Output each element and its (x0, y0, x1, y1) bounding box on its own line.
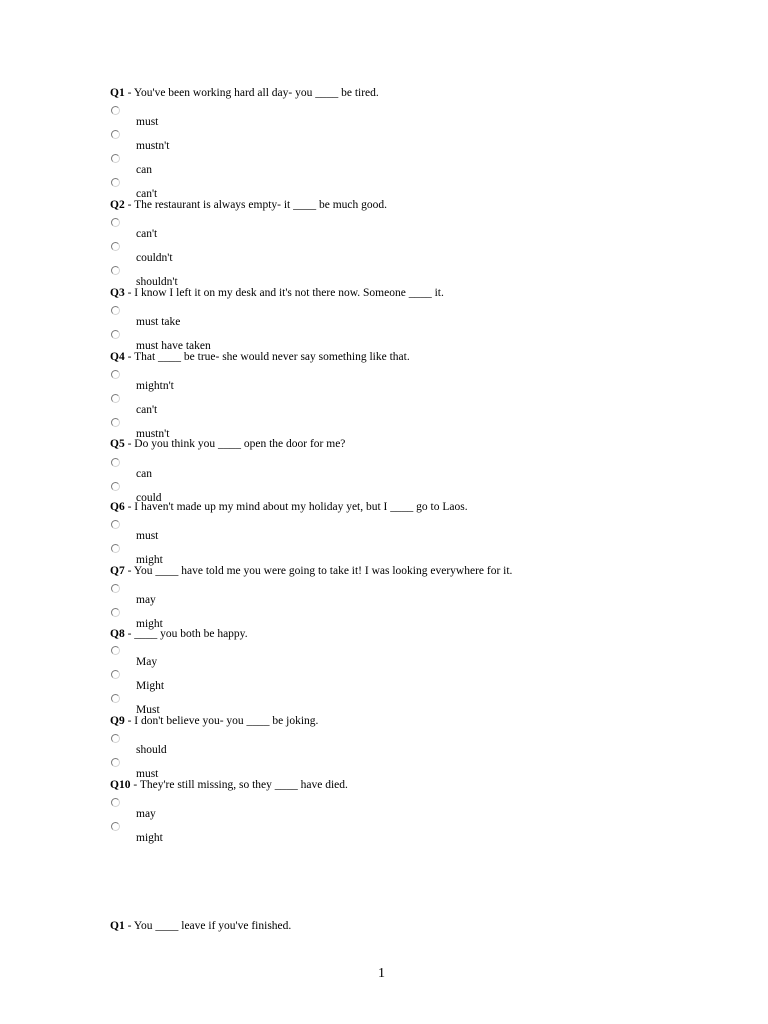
radio-button[interactable] (111, 758, 120, 767)
question-number: Q8 (110, 628, 125, 640)
answer-option-label: might (136, 554, 163, 566)
answer-option-label: might (136, 618, 163, 630)
answer-option-label: must (136, 530, 159, 542)
question-number: Q7 (110, 565, 125, 577)
question-number: Q5 (110, 438, 125, 450)
question-number: Q2 (110, 199, 125, 211)
radio-button[interactable] (111, 694, 120, 703)
question-text (110, 565, 512, 578)
answer-option[interactable] (111, 130, 411, 154)
question-number: Q9 (110, 715, 125, 727)
answer-option-label: can't (136, 404, 158, 416)
question-text (110, 628, 248, 641)
question-number: Q3 (110, 287, 125, 299)
question-text (110, 920, 291, 933)
radio-button[interactable] (111, 608, 120, 617)
answer-option-label: Might (136, 680, 165, 692)
radio-button[interactable] (111, 734, 120, 743)
answer-option[interactable] (111, 106, 411, 130)
answer-option-label: Must (136, 704, 160, 716)
radio-button[interactable] (111, 218, 120, 227)
question-number: Q1 (110, 87, 125, 99)
question-text (110, 351, 410, 364)
radio-button[interactable] (111, 520, 120, 529)
answer-option[interactable] (111, 646, 411, 670)
answer-option[interactable] (111, 306, 411, 330)
question-prompt: - Do you think you ____ open the door for me? (124, 438, 346, 450)
question-prompt: - You ____ have told me you were going to take it! I was looking everywhere for it. (124, 565, 513, 577)
answer-option-label: can't (136, 228, 158, 240)
question-text (110, 715, 318, 728)
question-prompt: - ____ you both be happy. (124, 628, 248, 640)
question-prompt: - The restaurant is always empty- it ____ be much good. (124, 199, 388, 211)
answer-option-label: mightn't (136, 380, 174, 392)
radio-button[interactable] (111, 154, 120, 163)
answer-option-label: could (136, 492, 162, 504)
answer-option-label: can't (136, 188, 158, 200)
radio-button[interactable] (111, 370, 120, 379)
radio-button[interactable] (111, 306, 120, 315)
radio-button[interactable] (111, 822, 120, 831)
radio-button[interactable] (111, 330, 120, 339)
question-text (110, 287, 444, 300)
question-number: Q6 (110, 501, 125, 513)
answer-option-label: must (136, 116, 159, 128)
answer-option-label: couldn't (136, 252, 173, 264)
answer-option[interactable] (111, 394, 411, 418)
answer-option[interactable] (111, 370, 411, 394)
answer-option-label: can (136, 164, 152, 176)
page-number: 1 (378, 966, 385, 981)
radio-button[interactable] (111, 646, 120, 655)
radio-button[interactable] (111, 130, 120, 139)
radio-button[interactable] (111, 242, 120, 251)
answer-option-label: mustn't (136, 140, 170, 152)
answer-option[interactable] (111, 458, 411, 482)
answer-option[interactable] (111, 154, 411, 178)
answer-option-label: May (136, 656, 158, 668)
question-prompt: - That ____ be true- she would never say something like that. (124, 351, 410, 363)
answer-option[interactable] (111, 242, 411, 266)
question-prompt: - They're still missing, so they ____ have died. (130, 779, 348, 791)
radio-button[interactable] (111, 266, 120, 275)
radio-button[interactable] (111, 106, 120, 115)
answer-option-label: shouldn't (136, 276, 178, 288)
radio-button[interactable] (111, 394, 120, 403)
answer-option[interactable] (111, 584, 411, 608)
answer-option-label: may (136, 808, 156, 820)
answer-option[interactable] (111, 670, 411, 694)
answer-option-label: may (136, 594, 156, 606)
radio-button[interactable] (111, 178, 120, 187)
answer-option[interactable] (111, 798, 411, 822)
radio-button[interactable] (111, 544, 120, 553)
question-text (110, 501, 468, 514)
question-text (110, 438, 345, 451)
answer-option[interactable] (111, 734, 411, 758)
question-prompt: - You've been working hard all day- you ____ be tired. (124, 87, 379, 99)
question-number: Q4 (110, 351, 125, 363)
answer-option-label: must (136, 768, 159, 780)
question-text (110, 779, 348, 792)
answer-option-label: can (136, 468, 152, 480)
question-text (110, 87, 379, 100)
question-prompt: - I know I left it on my desk and it's not there now. Someone ____ it. (124, 287, 444, 299)
answer-option-label: must have taken (136, 340, 211, 352)
radio-button[interactable] (111, 458, 120, 467)
question-number: Q1 (110, 920, 125, 932)
answer-option-label: mustn't (136, 428, 170, 440)
question-prompt: - You ____ leave if you've finished. (124, 920, 292, 932)
question-prompt: - I haven't made up my mind about my holiday yet, but I ____ go to Laos. (124, 501, 468, 513)
answer-option-label: must take (136, 316, 181, 328)
radio-button[interactable] (111, 418, 120, 427)
answer-option[interactable] (111, 822, 411, 846)
question-number: Q10 (110, 779, 131, 791)
question-text (110, 199, 387, 212)
answer-option-label: might (136, 832, 163, 844)
question-prompt: - I don't believe you- you ____ be joking. (124, 715, 319, 727)
answer-option[interactable] (111, 218, 411, 242)
answer-option[interactable] (111, 520, 411, 544)
radio-button[interactable] (111, 798, 120, 807)
radio-button[interactable] (111, 482, 120, 491)
answer-option-label: should (136, 744, 167, 756)
radio-button[interactable] (111, 670, 120, 679)
radio-button[interactable] (111, 584, 120, 593)
